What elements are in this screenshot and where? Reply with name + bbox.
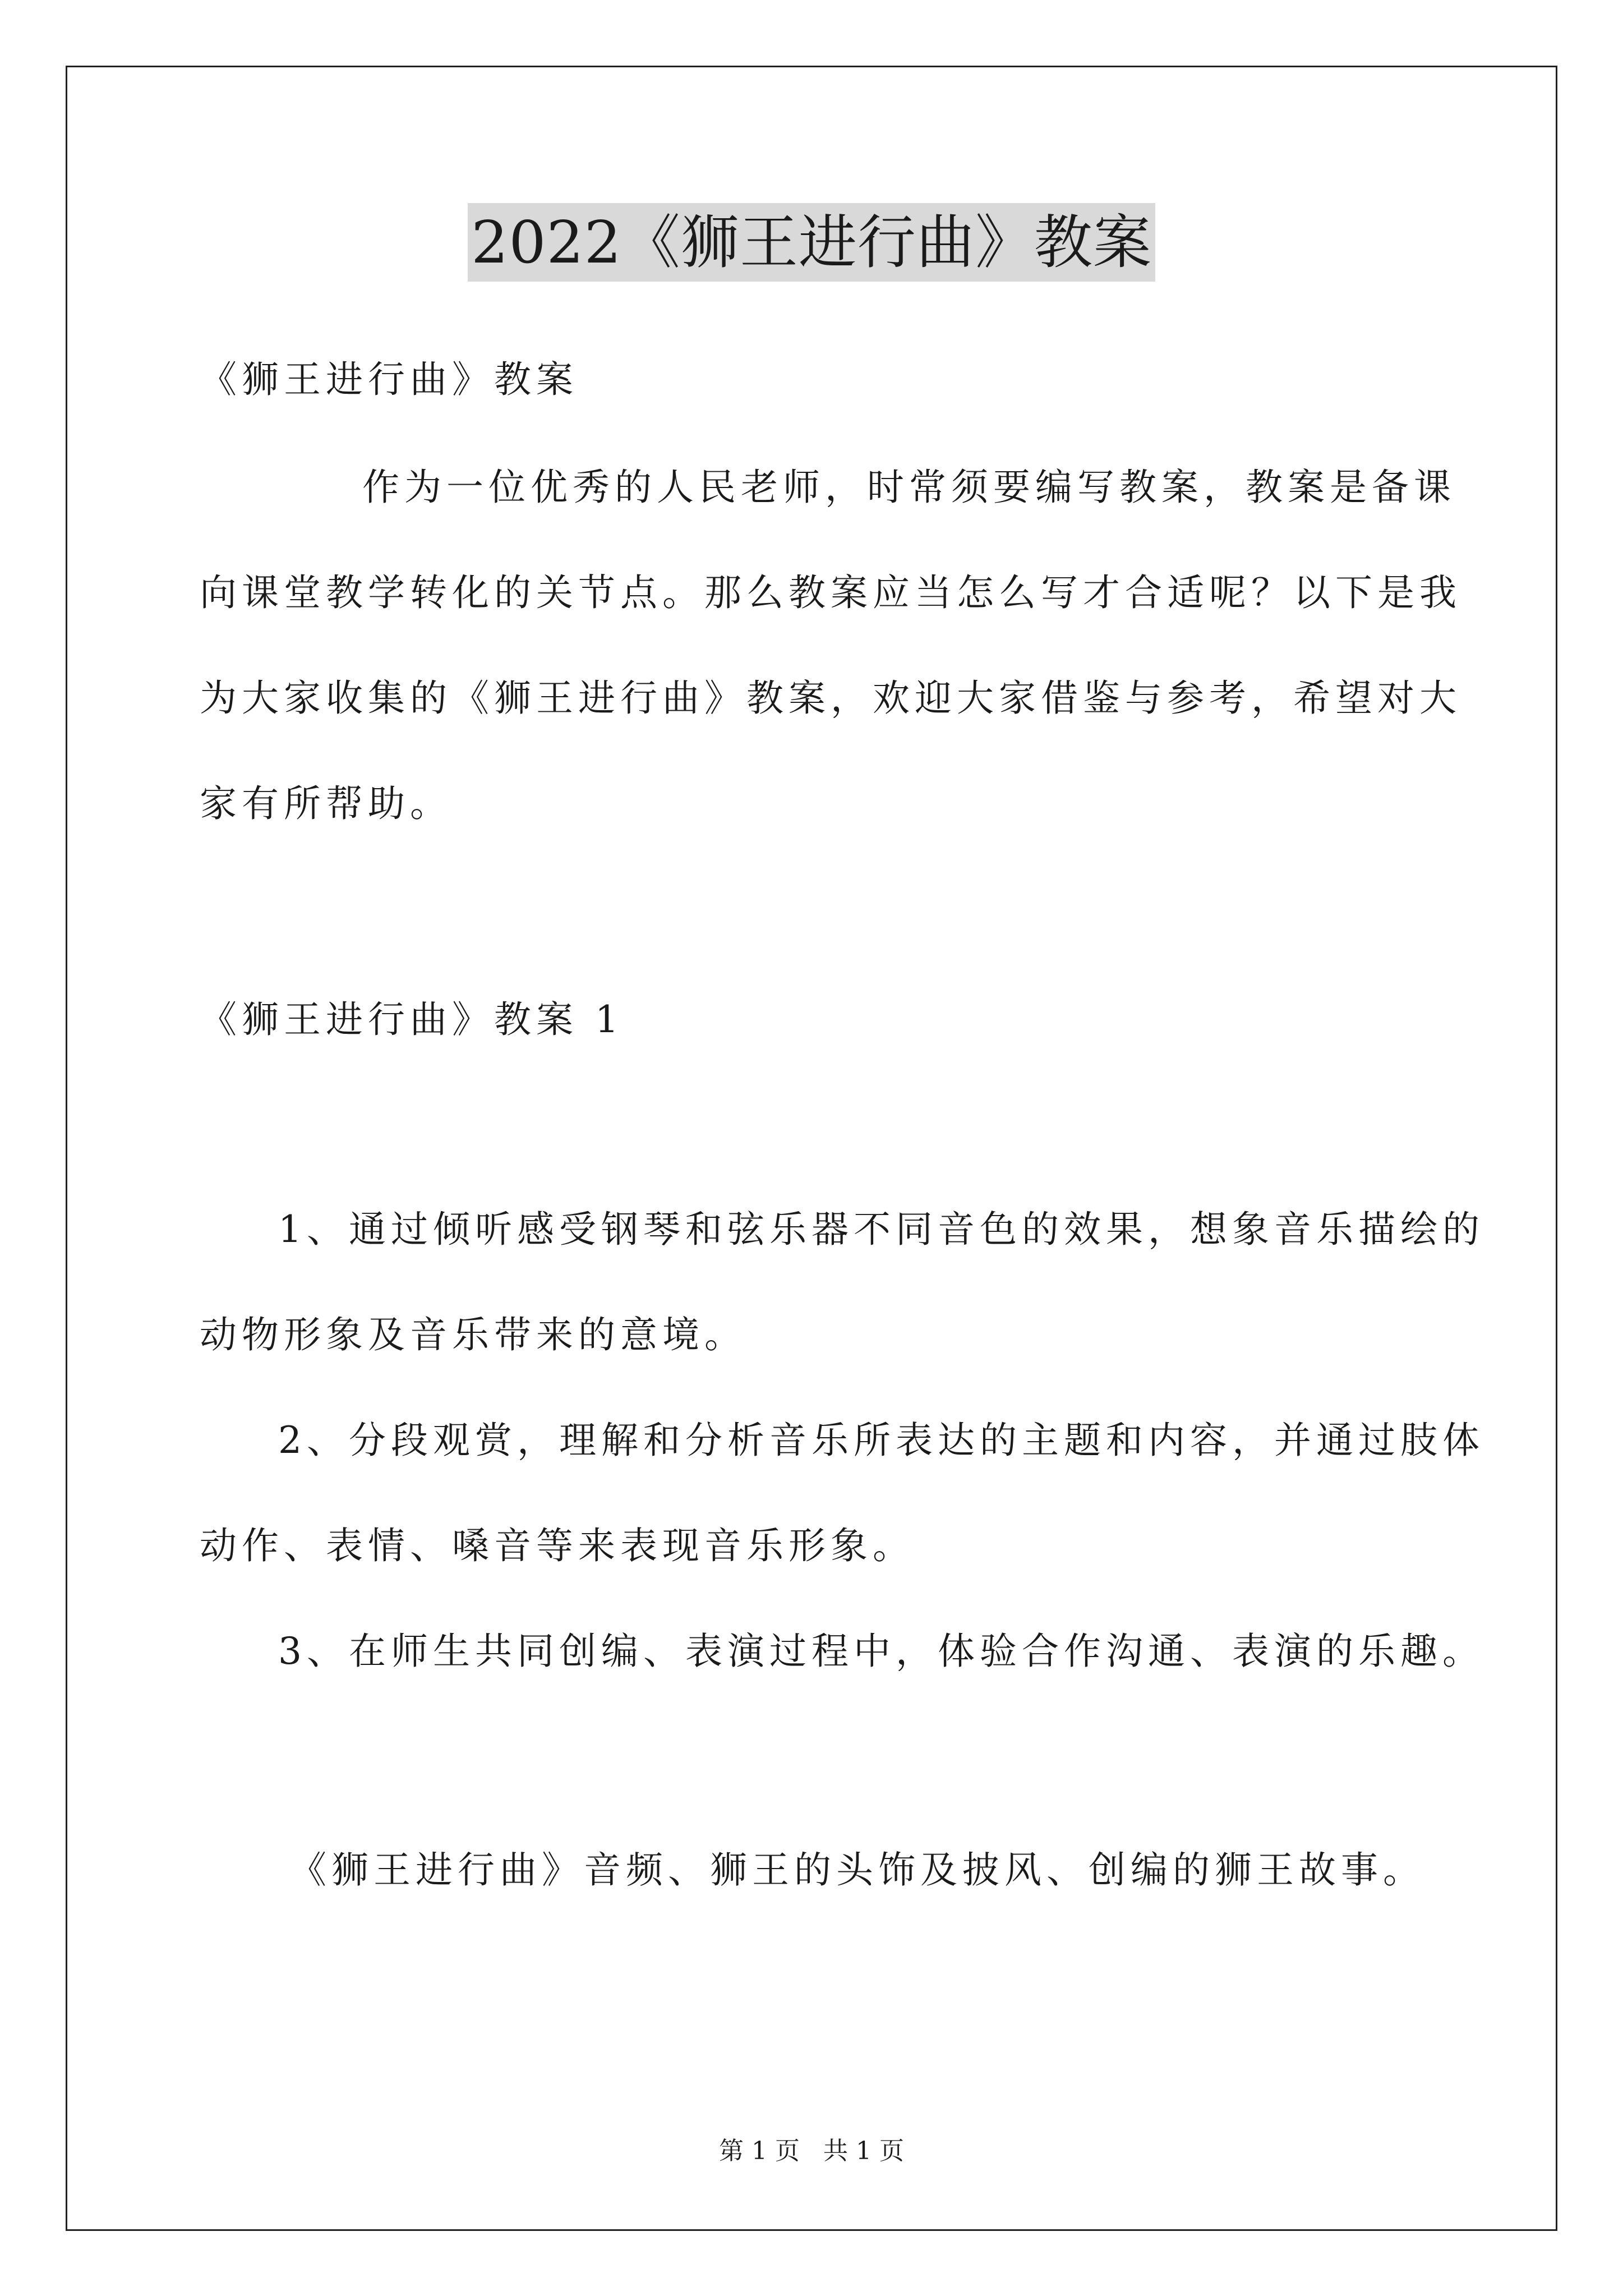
intro-line-4: 家有所帮助。 [200, 782, 452, 825]
objective-line-2: 动物形象及音乐带来的意境。 [200, 1313, 746, 1356]
page-footer [0, 2134, 1623, 2168]
objective-line-5: 3、在师生共同创编、表演过程中，体验合作沟通、表演的乐趣。 [278, 1630, 1484, 1673]
objective-line-1: 1、通过倾听感受钢琴和弦乐器不同音色的效果，想象音乐描绘的 [278, 1208, 1484, 1251]
page-number: 第 1 页 [719, 2137, 800, 2165]
materials-line: 《狮王进行曲》音频、狮王的头饰及披风、创编的狮王故事。 [289, 1848, 1425, 1892]
document-title: 2022《狮王进行曲》教案 [468, 203, 1155, 282]
page-total: 共 1 页 [823, 2137, 904, 2165]
title-container [0, 203, 1623, 282]
objective-line-4: 动作、表情、嗓音等来表现音乐形象。 [200, 1524, 915, 1567]
intro-line-1: 作为一位优秀的人民老师，时常须要编写教案，教案是备课 [362, 466, 1456, 509]
intro-line-3: 为大家收集的《狮王进行曲》教案，欢迎大家借鉴与参考，希望对大 [200, 677, 1461, 720]
intro-line-2: 向课堂教学转化的关节点。那么教案应当怎么写才合适呢？以下是我 [200, 571, 1461, 614]
section-heading: 《狮王进行曲》教案 1 [200, 998, 624, 1041]
objective-line-3: 2、分段观赏，理解和分析音乐所表达的主题和内容，并通过肢体 [278, 1419, 1484, 1462]
document-subtitle: 《狮王进行曲》教案 [200, 358, 578, 401]
